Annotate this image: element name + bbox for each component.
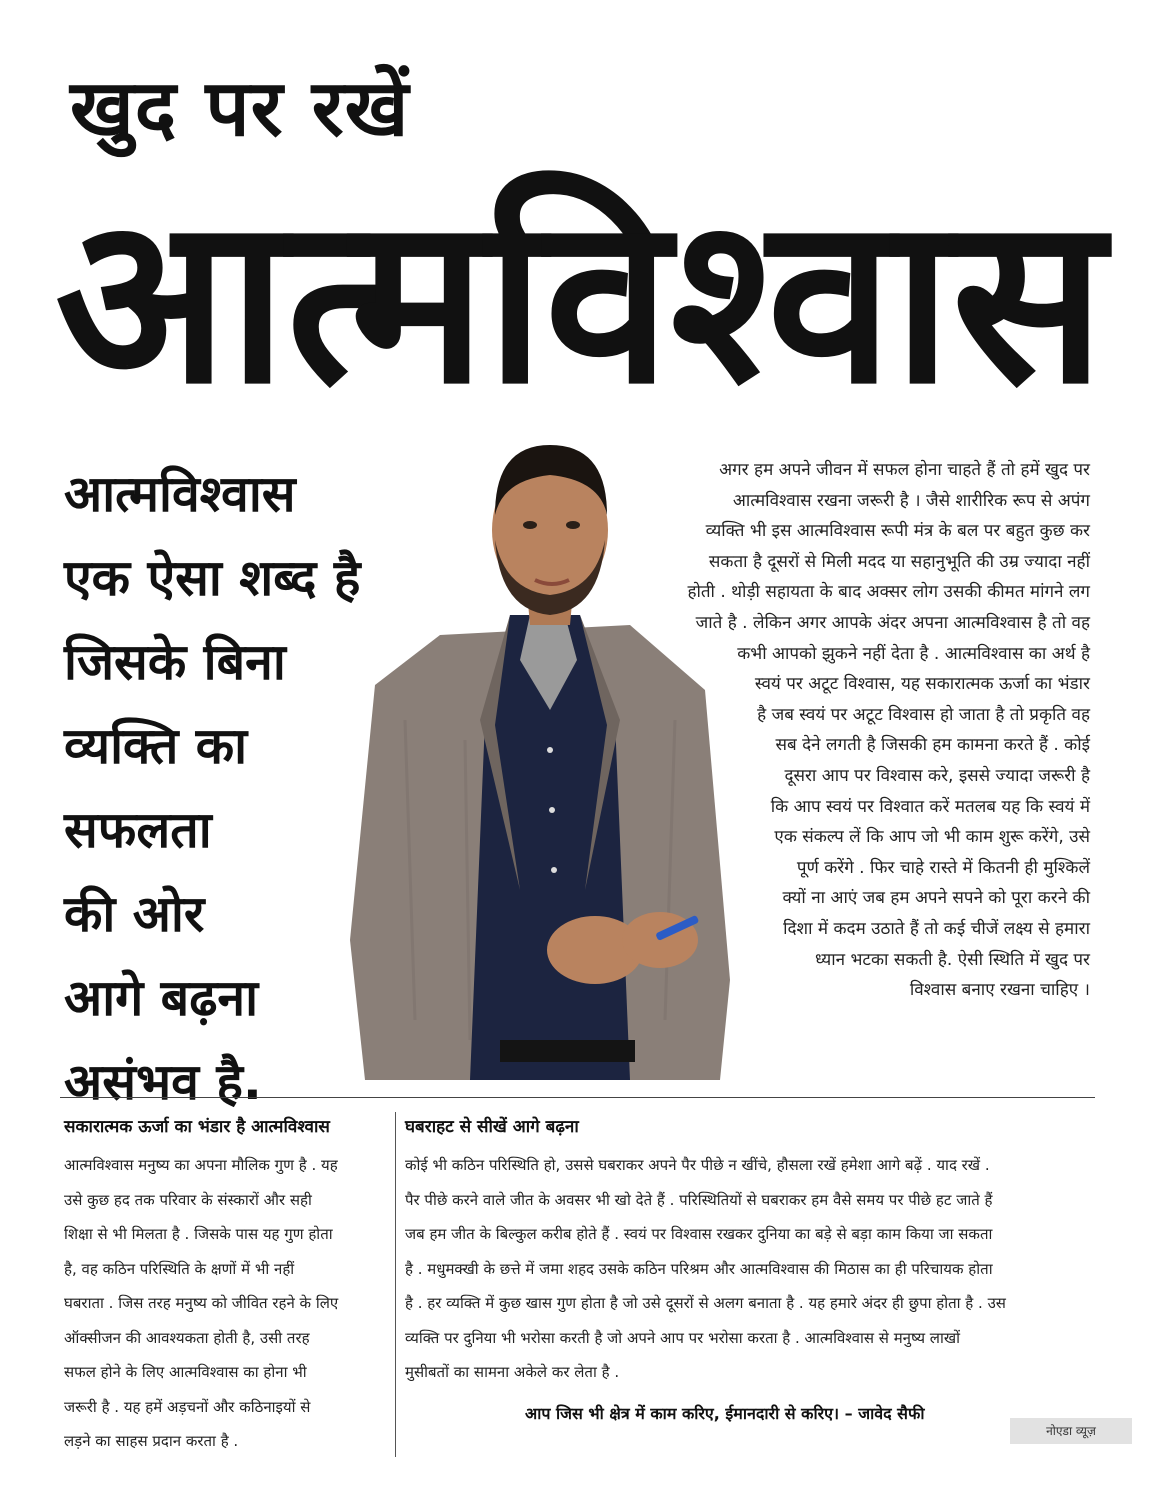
section-divider	[60, 1097, 1095, 1098]
headline-kicker: खुद पर रखें	[70, 64, 410, 154]
intro-paragraph	[630, 455, 1090, 1006]
column1-line: उसे कुछ हद तक परिवार के संस्कारों और सही	[64, 1190, 312, 1209]
intro-line: पूर्ण करेंगे . फिर चाहे रास्ते में कितनी ही मुश्किलें	[796, 857, 1090, 878]
intro-line: दूसरा आप पर विश्वास करे, इससे ज्यादा जरूरी है	[784, 765, 1090, 786]
column2-line: व्यक्ति पर दुनिया भी भरोसा करती है जो अपने आप पर भरोसा करता है . आत्मविश्वास से मनुष्य लाखों	[405, 1328, 961, 1347]
column1-line: घबराता . जिस तरह मनुष्य को जीवित रहने के लिए	[64, 1294, 339, 1312]
intro-line: आत्मविश्वास रखना जरूरी है । जैसे शारीरिक रूप से अपंग	[732, 490, 1090, 511]
column1-line: शिक्षा से भी मिलता है . जिसके पास यह गुण होता	[64, 1225, 333, 1243]
pull-quote-line: सफलता	[64, 801, 212, 859]
pull-quote-line: एक ऐसा शब्द है	[64, 549, 361, 607]
headline-main: आत्मविश्वास	[55, 170, 1113, 420]
intro-line: कि आप स्वयं पर विश्वात करें मतलब यह कि स्वयं में	[770, 796, 1090, 817]
intro-line: ध्यान भटका सकती है. ऐसी स्थिति में खुद पर	[814, 949, 1090, 970]
headline-main-svg	[40, 170, 1120, 420]
column2-line: जब हम जीत के बिल्कुल करीब होते हैं . स्वयं पर विश्वास रखकर दुनिया का बड़े से बड़ा काम किया जा सकता	[405, 1225, 993, 1243]
column2-line: है . मधुमक्खी के छत्ते में जमा शहद उसके कठिन परिश्रम और आत्मविश्वास की मिठास का ही परिचायक होता	[405, 1259, 993, 1278]
pull-quote-line: जिसके बिना	[64, 633, 286, 691]
pull-quote-line: असंभव है.	[64, 1053, 262, 1111]
column1-heading: सकारात्मक ऊर्जा का भंडार है आत्मविश्वास	[64, 1117, 330, 1137]
column1-line: सफल होने के लिए आत्मविश्वास का होना भी	[64, 1363, 307, 1381]
column-divider	[395, 1112, 396, 1457]
column2-line: मुसीबतों का सामना अकेले कर लेता है .	[405, 1363, 620, 1381]
intro-line: जाते है . लेकिन अगर आपके अंदर अपना आत्मविश्वास है तो वह	[695, 612, 1090, 633]
pull-quote-line: व्यक्ति का	[64, 717, 248, 775]
intro-line: एक संकल्प लें कि आप जो भी काम शुरू करेंगे, उसे	[774, 827, 1090, 848]
column1-line: जरूरी है . यह हमें अड़चनों और कठिनाइयों से	[64, 1397, 311, 1416]
intro-line: है जब स्वयं पर अटूट विश्वास हो जाता है तो प्रकृति वह	[757, 704, 1090, 725]
intro-line: होती . थोड़ी सहायता के बाद अक्सर लोग उसकी कीमत मांगने लग	[687, 582, 1090, 603]
column2-line: पैर पीछे करने वाले जीत के अवसर भी खो देते हैं . परिस्थितियों से घबराकर हम वैसे समय पर पीछे हट जाते हैं	[405, 1190, 993, 1209]
intro-line: विश्वास बनाए रखना चाहिए ।	[909, 980, 1090, 1001]
column2-heading: घबराहट से सीखें आगे बढ़ना	[405, 1117, 579, 1137]
pull-quote-line: आगे बढ़ना	[64, 969, 259, 1027]
source-tag: नोएडा व्यूज़	[1010, 1418, 1132, 1444]
headline-main-wrap	[40, 170, 1120, 420]
intro-line: दिशा में कदम उठाते हैं तो कई चीजें लक्ष्य से हमारा	[783, 918, 1090, 939]
intro-line: स्वयं पर अटूट विश्वास, यह सकारात्मक ऊर्जा का भंडार	[754, 674, 1090, 695]
intro-line: व्यक्ति भी इस आत्मविश्वास रूपी मंत्र के बल पर बहुत कुछ कर	[705, 521, 1090, 542]
intro-line: सब देने लगती है जिसकी हम कामना करते हैं . कोई	[775, 735, 1090, 756]
column2-line: है . हर व्यक्ति में कुछ खास गुण होता है जो उसे दूसरों से अलग बनाता है . यह हमारे अंदर ही छुपा होता है . उस	[405, 1294, 1006, 1312]
intro-line: क्यों ना आएं जब हम अपने सपने को पूरा करने की	[782, 888, 1090, 909]
intro-line: अगर हम अपने जीवन में सफल होना चाहते हैं तो हमें खुद पर	[719, 460, 1090, 480]
intro-line: कभी आपको झुकने नहीं देता है . आत्मविश्वास का अर्थ है	[737, 643, 1090, 664]
intro-line: सकता है दूसरों से मिली मदद या सहानुभूति की उम्र ज्यादा नहीं	[708, 551, 1090, 572]
column1-body	[64, 1148, 389, 1459]
author-quote: आप जिस भी क्षेत्र में काम करिए, ईमानदारी से करिए। – जावेद सैफी	[525, 1404, 925, 1423]
column1-line: ऑक्सीजन की आवश्यकता होती है, उसी तरह	[64, 1328, 310, 1347]
column2-line: कोई भी कठिन परिस्थिति हो, उससे घबराकर अपने पैर पीछे न खींचे, हौसला रखें हमेशा आगे बढ़ें . याद रखें .	[405, 1156, 990, 1174]
column2-body	[405, 1148, 1090, 1390]
pull-quote-line: आत्मविश्वास	[64, 465, 296, 523]
column1-line: आत्मविश्वास मनुष्य का अपना मौलिक गुण है . यह	[64, 1156, 338, 1174]
pull-quote-line: की ओर	[64, 885, 205, 943]
column1-line: है, वह कठिन परिस्थिति के क्षणों में भी नहीं	[64, 1259, 295, 1278]
column1-line: लड़ने का साहस प्रदान करता है .	[64, 1432, 239, 1450]
